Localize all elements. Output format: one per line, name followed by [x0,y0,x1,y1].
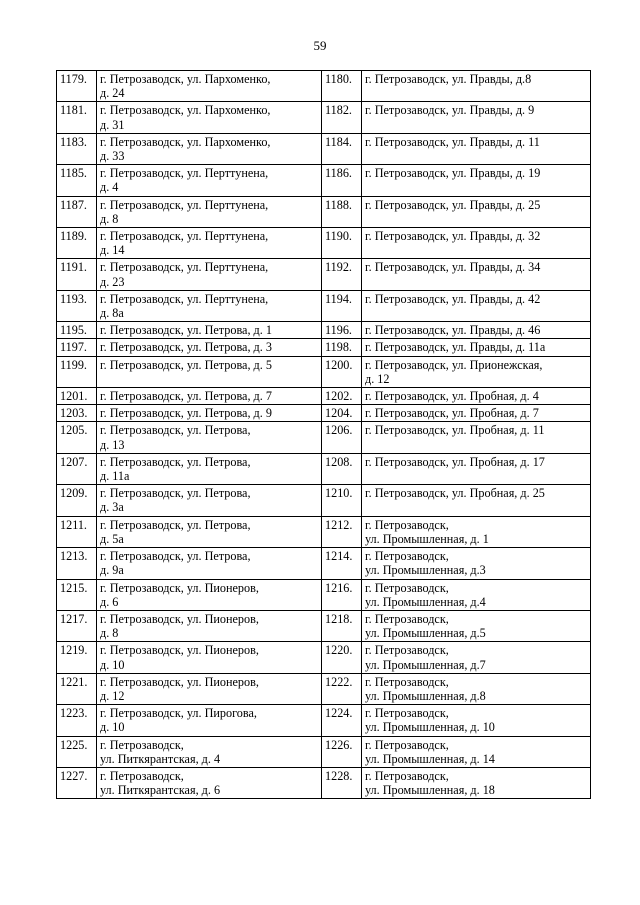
address-right-line: г. Петрозаводск, ул. Пробная, д. 11 [365,423,545,438]
address-right-line: г. Петрозаводск, ул. Прионежская, [365,357,543,372]
address-right [362,705,591,736]
entry-number-left [57,485,97,516]
entry-number-left [57,705,97,736]
entry-number-right [322,673,362,704]
address-right-line: г. Петрозаводск, ул. Правды, д. 34 [365,260,541,275]
address-right-line: ул. Промышленная, д.3 [365,563,486,578]
address-right-line: г. Петрозаводск, ул. Пробная, д. 25 [365,486,545,501]
entry-number-left-line: 1179. [60,72,87,86]
entry-number-right-line: 1226. [325,737,353,752]
address-left-line: г. Петрозаводск, ул. Петрова, д. 1 [100,323,272,338]
address-right [362,133,591,164]
address-right [362,610,591,641]
address-left [97,228,322,259]
entry-number-left-line: 1189. [60,229,87,244]
address-left-line: ул. Питкярантская, д. 4 [100,751,221,766]
address-left-line: ул. Питкярантская, д. 6 [100,783,221,798]
entry-number-right [322,610,362,641]
address-left-line: г. Петрозаводск, ул. Перттунена, [100,166,269,181]
address-left [97,259,322,290]
address-table-body [57,71,591,799]
address-right-line: ул. Промышленная, д.8 [365,688,486,703]
address-right [362,736,591,767]
address-left-line: г. Петрозаводск, ул. Петрова, [100,549,251,564]
entry-number-right [322,290,362,321]
address-right-line: г. Петрозаводск, ул. Пробная, д. 17 [365,454,545,469]
entry-number-left-line: 1201. [60,389,88,404]
entry-number-right [322,356,362,387]
entry-number-right-line: 1228. [325,768,353,783]
address-right-line: ул. Промышленная, д. 18 [365,783,495,798]
entry-number-right [322,705,362,736]
entry-number-left [57,133,97,164]
address-right-line: г. Петрозаводск, [365,549,449,564]
address-left-line: д. 23 [100,274,125,289]
entry-number-right [322,196,362,227]
address-left-line: г. Петрозаводск, ул. Пархоменко, [100,134,271,149]
entry-number-left-line: 1199. [60,357,87,372]
address-left-line: д. 6 [100,594,119,609]
address-right-line: г. Петрозаводск, [365,517,449,532]
table-row [57,133,591,164]
entry-number-left-line: 1225. [60,737,88,752]
address-left [97,642,322,673]
entry-number-right [322,642,362,673]
entry-number-left-line: 1187. [60,197,87,212]
address-right [362,767,591,798]
address-left-line: г. Петрозаводск, ул. Пионеров, [100,580,259,595]
address-left-line: д. 24 [100,86,125,101]
address-right-line: г. Петрозаводск, [365,643,449,658]
address-left-line: г. Петрозаводск, ул. Петрова, [100,517,251,532]
address-right [362,388,591,405]
address-left-line: г. Петрозаводск, ул. Петрова, д. 9 [100,406,272,421]
entry-number-left [57,339,97,356]
address-right [362,516,591,547]
address-right-line: г. Петрозаводск, [365,580,449,595]
entry-number-left [57,516,97,547]
address-left-line: г. Петрозаводск, ул. Перттунена, [100,260,269,275]
address-right-line: г. Петрозаводск, ул. Правды, д. 32 [365,229,541,244]
entry-number-right-line: 1222. [325,674,353,689]
table-row [57,516,591,547]
address-right-line: ул. Промышленная, д.4 [365,594,486,609]
table-row [57,290,591,321]
entry-number-left [57,405,97,422]
address-left [97,71,322,102]
address-left [97,673,322,704]
address-left-line: г. Петрозаводск, ул. Петрова, [100,454,251,469]
entry-number-right [322,259,362,290]
entry-number-left-line: 1183. [60,134,87,149]
address-left-line: д. 11а [100,469,130,484]
entry-number-left-line: 1217. [60,611,88,626]
address-left-line: д. 8а [100,306,124,321]
table-row [57,548,591,579]
address-left-line: г. Петрозаводск, ул. Пионеров, [100,674,259,689]
entry-number-left [57,356,97,387]
table-row [57,196,591,227]
entry-number-left [57,673,97,704]
table-row [57,422,591,453]
address-right-line: ул. Промышленная, д. 10 [365,720,495,735]
entry-number-left-line: 1203. [60,406,88,421]
address-left-line: г. Петрозаводск, [100,768,184,783]
address-left [97,516,322,547]
page-number: 59 [313,38,327,53]
address-left-line: г. Петрозаводск, ул. Петрова, д. 7 [100,389,272,404]
table-row [57,579,591,610]
address-right [362,642,591,673]
address-right [362,453,591,484]
entry-number-right [322,102,362,133]
entry-number-right [322,767,362,798]
entry-number-right [322,322,362,339]
address-right [362,405,591,422]
entry-number-left-line: 1195. [60,323,87,338]
entry-number-left [57,228,97,259]
address-right [362,196,591,227]
address-left [97,356,322,387]
entry-number-right-line: 1208. [325,454,353,469]
entry-number-right-line: 1186. [325,166,352,181]
entry-number-right-line: 1220. [325,643,353,658]
entry-number-left [57,548,97,579]
entry-number-left [57,579,97,610]
address-right [362,356,591,387]
table-row [57,453,591,484]
address-left-line: г. Петрозаводск, ул. Пархоменко, [100,103,271,118]
address-left-line: д. 10 [100,657,125,672]
address-left [97,422,322,453]
entry-number-left [57,422,97,453]
address-left [97,485,322,516]
entry-number-right [322,579,362,610]
entry-number-left [57,388,97,405]
entry-number-right-line: 1216. [325,580,353,595]
address-left [97,548,322,579]
address-right-line: ул. Промышленная, д. 14 [365,751,495,766]
entry-number-left-line: 1213. [60,549,88,564]
table-row [57,356,591,387]
address-left-line: д. 3а [100,500,124,515]
entry-number-left-line: 1181. [60,103,87,118]
entry-number-left-line: 1219. [60,643,88,658]
address-right-line: ул. Промышленная, д.7 [365,657,486,672]
address-left-line: г. Петрозаводск, ул. Пионеров, [100,611,259,626]
entry-number-left [57,165,97,196]
address-right [362,485,591,516]
address-left-line: д. 8 [100,211,119,226]
entry-number-right-line: 1218. [325,611,353,626]
table-row [57,642,591,673]
address-right-line: г. Петрозаводск, ул. Правды, д. 11 [365,134,540,149]
address-right-line: г. Петрозаводск, ул. Пробная, д. 7 [365,406,539,421]
entry-number-left [57,102,97,133]
address-left-line: д. 31 [100,117,125,132]
address-right-line: ул. Промышленная, д.5 [365,626,486,641]
entry-number-right-line: 1194. [325,291,352,306]
entry-number-right [322,405,362,422]
address-left-line: д. 5а [100,531,124,546]
address-right [362,165,591,196]
address-right [362,228,591,259]
entry-number-right-line: 1224. [325,706,353,721]
address-right-line: г. Петрозаводск, ул. Правды, д. 46 [365,323,541,338]
address-right [362,102,591,133]
address-table [56,70,591,799]
address-left [97,405,322,422]
address-right-line: г. Петрозаводск, [365,737,449,752]
entry-number-left-line: 1211. [60,517,87,532]
address-left-line: д. 33 [100,149,125,164]
address-right-line: д. 12 [365,371,390,386]
entry-number-left-line: 1227. [60,768,88,783]
entry-number-right [322,422,362,453]
entry-number-right-line: 1210. [325,486,353,501]
entry-number-right [322,388,362,405]
entry-number-right [322,165,362,196]
entry-number-right-line: 1188. [325,197,352,212]
entry-number-right-line: 1200. [325,357,353,372]
entry-number-left [57,767,97,798]
address-left [97,339,322,356]
table-row [57,673,591,704]
address-right [362,290,591,321]
address-left-line: г. Петрозаводск, ул. Пархоменко, [100,72,271,86]
address-left-line: г. Петрозаводск, ул. Петрова, д. 5 [100,357,272,372]
address-right-line: г. Петрозаводск, [365,768,449,783]
address-left-line: г. Петрозаводск, [100,737,184,752]
entry-number-left-line: 1209. [60,486,88,501]
address-right-line: г. Петрозаводск, ул. Правды, д.8 [365,72,532,86]
entry-number-right-line: 1180. [325,72,352,86]
entry-number-left-line: 1191. [60,260,87,275]
table-row [57,228,591,259]
entry-number-right [322,516,362,547]
entry-number-left [57,71,97,102]
entry-number-right-line: 1204. [325,406,353,421]
address-right-line: г. Петрозаводск, ул. Правды, д. 9 [365,103,535,118]
table-row [57,259,591,290]
entry-number-right-line: 1206. [325,423,353,438]
entry-number-right [322,736,362,767]
address-right-line: г. Петрозаводск, ул. Правды, д. 42 [365,291,541,306]
address-left [97,705,322,736]
address-right-line: г. Петрозаводск, [365,706,449,721]
address-left [97,290,322,321]
address-right [362,579,591,610]
address-right [362,339,591,356]
entry-number-right-line: 1214. [325,549,353,564]
address-left [97,610,322,641]
entry-number-left [57,322,97,339]
address-left [97,767,322,798]
table-row [57,705,591,736]
address-left-line: г. Петрозаводск, ул. Перттунена, [100,197,269,212]
address-left-line: г. Петрозаводск, ул. Петрова, д. 3 [100,340,272,355]
table-row [57,388,591,405]
entry-number-right [322,133,362,164]
entry-number-right [322,228,362,259]
address-right-line: г. Петрозаводск, ул. Правды, д. 19 [365,166,541,181]
entry-number-left-line: 1221. [60,674,88,689]
entry-number-right [322,339,362,356]
address-right [362,673,591,704]
address-left [97,102,322,133]
address-left-line: д. 12 [100,688,125,703]
table-row [57,405,591,422]
address-right [362,422,591,453]
address-left-line: д. 8 [100,626,119,641]
entry-number-right [322,453,362,484]
address-right-line: г. Петрозаводск, ул. Правды, д. 25 [365,197,541,212]
table-row [57,322,591,339]
address-right-line: г. Петрозаводск, [365,611,449,626]
address-left [97,579,322,610]
entry-number-left [57,290,97,321]
entry-number-left-line: 1223. [60,706,88,721]
table-row [57,485,591,516]
entry-number-left-line: 1185. [60,166,87,181]
address-right-line: г. Петрозаводск, ул. Пробная, д. 4 [365,389,539,404]
address-right-line: ул. Промышленная, д. 1 [365,531,489,546]
address-left-line: д. 14 [100,243,125,258]
table-row [57,610,591,641]
entry-number-left-line: 1197. [60,340,87,355]
address-left-line: г. Петрозаводск, ул. Петрова, [100,486,251,501]
address-left-line: г. Петрозаводск, ул. Петрова, [100,423,251,438]
address-left-line: д. 10 [100,720,125,735]
entry-number-left-line: 1215. [60,580,88,595]
entry-number-left [57,610,97,641]
table-row [57,767,591,798]
address-right-line: г. Петрозаводск, ул. Правды, д. 11а [365,340,546,355]
entry-number-right-line: 1190. [325,229,352,244]
entry-number-right-line: 1202. [325,389,353,404]
address-left [97,196,322,227]
address-left [97,453,322,484]
entry-number-right [322,71,362,102]
address-left [97,322,322,339]
entry-number-left-line: 1207. [60,454,88,469]
address-left [97,736,322,767]
table-row [57,102,591,133]
entry-number-right [322,485,362,516]
address-right [362,71,591,102]
entry-number-left [57,453,97,484]
address-left-line: г. Петрозаводск, ул. Перттунена, [100,229,269,244]
address-right [362,259,591,290]
address-left [97,165,322,196]
table-row [57,736,591,767]
address-left-line: д. 13 [100,437,125,452]
entry-number-right-line: 1184. [325,134,352,149]
entry-number-right-line: 1192. [325,260,352,275]
address-left [97,133,322,164]
address-right [362,548,591,579]
entry-number-left-line: 1193. [60,291,87,306]
address-left-line: д. 9а [100,563,124,578]
table-row [57,339,591,356]
entry-number-right-line: 1196. [325,323,352,338]
address-left-line: д. 4 [100,180,119,195]
table-row [57,165,591,196]
address-left [97,388,322,405]
entry-number-right-line: 1212. [325,517,353,532]
entry-number-left [57,642,97,673]
entry-number-left [57,736,97,767]
entry-number-left [57,259,97,290]
entry-number-left [57,196,97,227]
address-right [362,322,591,339]
entry-number-left-line: 1205. [60,423,88,438]
address-right-line: г. Петрозаводск, [365,674,449,689]
entry-number-right-line: 1198. [325,340,352,355]
address-left-line: г. Петрозаводск, ул. Пирогова, [100,706,257,721]
address-left-line: г. Петрозаводск, ул. Пионеров, [100,643,259,658]
table-row [57,71,591,102]
entry-number-right [322,548,362,579]
entry-number-right-line: 1182. [325,103,352,118]
address-left-line: г. Петрозаводск, ул. Перттунена, [100,291,269,306]
